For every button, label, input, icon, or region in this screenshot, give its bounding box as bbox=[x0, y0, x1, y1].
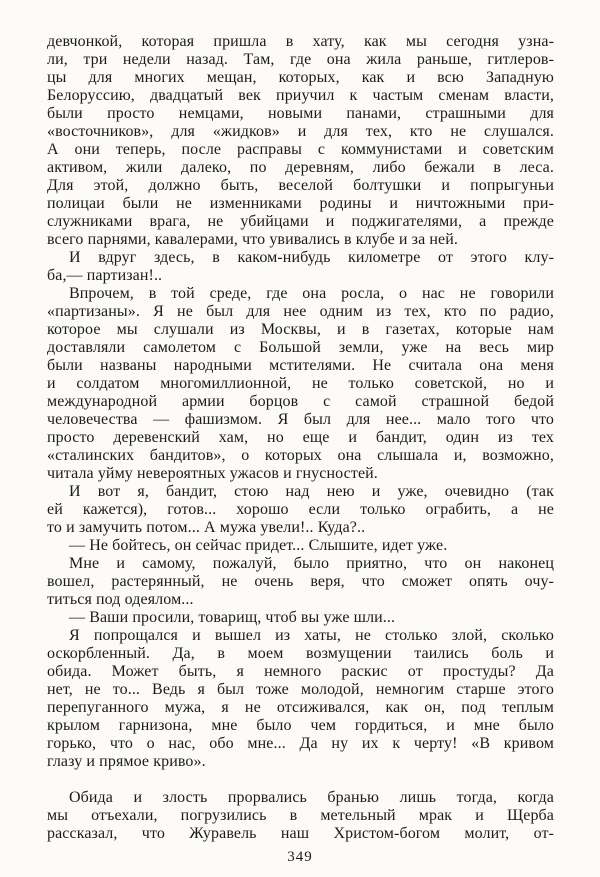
text-line: «партизаны». Я не был для нее одним из тех, кто по радио, bbox=[47, 303, 554, 320]
text-line: перепуганного мужа, я не отсиживался, как он, под теплым bbox=[47, 699, 554, 716]
text-line: «восточников», для «жидков» и для тех, кто не слушался. bbox=[47, 123, 554, 140]
text-line: ей кажется), готов... хорошо если только ограбить, а не bbox=[47, 501, 554, 518]
text-line: глазу и прямое криво». bbox=[47, 753, 206, 770]
text-line: обида. Может быть, я немного раскис от простуды? Да bbox=[47, 663, 554, 680]
text-line: оскорбленный. Да, в моем возмущении таились боль и bbox=[47, 645, 554, 662]
text-line: титься под одеялом... bbox=[47, 591, 194, 608]
text-line: ба,— партизан!.. bbox=[47, 267, 163, 284]
text-line: цы для многих мещан, которых, как и всю Западную bbox=[47, 69, 554, 86]
text-line: горько, что о нас, обо мне... Да ну их к черту! «В кривом bbox=[47, 735, 554, 752]
text-line: которое мы слушали из Москвы, и в газетах, которые нам bbox=[47, 321, 554, 338]
text-line: «сталинских бандитов», о которых она слышала и, возможно, bbox=[47, 447, 554, 464]
text-line: Белоруссию, двадцатый век приучил к частым сменам власти, bbox=[47, 87, 554, 104]
text-line: Я попрощался и вышел из хаты, не столько злой, сколько bbox=[69, 627, 554, 644]
text-line: И вот я, бандит, стою над нею и уже, очевидно (так bbox=[69, 483, 554, 500]
text-line: ли, три недели назад. Там, где она жила раньше, гитлеров- bbox=[47, 51, 554, 68]
text-line: активом, жили далеко, по деревням, либо бежали в леса. bbox=[47, 159, 554, 176]
text-block bbox=[47, 33, 554, 843]
text-line: доставляли самолетом с Большой земли, уже на весь мир bbox=[47, 339, 554, 356]
text-line: были названы народными мстителями. Не считала она меня bbox=[47, 357, 554, 374]
page-number: 349 bbox=[287, 849, 313, 865]
text-line: и солдатом многомиллионной, не только советской, но и bbox=[47, 375, 554, 392]
text-line: международной армии борцов с самой страшной бедой bbox=[47, 393, 554, 410]
text-line: то и замучить потом... А мужа увели!.. Куда?.. bbox=[47, 519, 366, 536]
text-line: Впрочем, в той среде, где она росла, о нас не говорили bbox=[69, 285, 554, 302]
text-line: служниками врага, не убийцами и поджигателями, а прежде bbox=[47, 213, 554, 230]
text-line: крылом гарнизона, мне было чем гордиться, и мне было bbox=[47, 717, 554, 734]
text-line: Мне и самому, пожалуй, было приятно, что он наконец bbox=[69, 555, 554, 572]
text-line: человечества — фашизмом. Я был для нее... мало того что bbox=[47, 411, 554, 428]
text-line: Для этой, должно быть, веселой болтушки и попрыгуньи bbox=[47, 177, 554, 194]
text-line: Обида и злость прорвались бранью лишь тогда, когда bbox=[69, 789, 554, 806]
text-line: рассказал, что Журавель наш Христом-богом молит, от- bbox=[47, 825, 554, 842]
text-line: были просто немцами, новыми панами, страшными для bbox=[47, 105, 554, 122]
text-line: нет, не то... Ведь я был тоже молодой, немногим старше этого bbox=[47, 681, 554, 698]
text-line: просто деревенский хам, но еще и бандит, один из тех bbox=[47, 429, 554, 446]
text-line: полицаи были не изменниками родины и ничтожными при- bbox=[47, 195, 554, 212]
text-line: мы отъехали, погрузились в метельный мрак и Щерба bbox=[47, 807, 554, 824]
text-line: А они теперь, после расправы с коммунистами и советским bbox=[47, 141, 554, 158]
text-line: И вдруг здесь, в каком-нибудь километре от этого клу- bbox=[69, 249, 554, 266]
text-line: девчонкой, которая пришла в хату, как мы сегодня узна- bbox=[47, 33, 554, 50]
text-line: всего парнями, кавалерами, что увивались в клубе и за ней. bbox=[47, 231, 459, 248]
text-line: читала уйму невероятных ужасов и гнусностей. bbox=[47, 465, 378, 482]
text-line: вошел, растерянный, не очень веря, что сможет опять очу- bbox=[47, 573, 554, 590]
text-line: — Не бойтесь, он сейчас придет... Слышите, идет уже. bbox=[69, 537, 448, 554]
text-line: — Ваши просили, товарищ, чтоб вы уже шли... bbox=[69, 609, 396, 626]
